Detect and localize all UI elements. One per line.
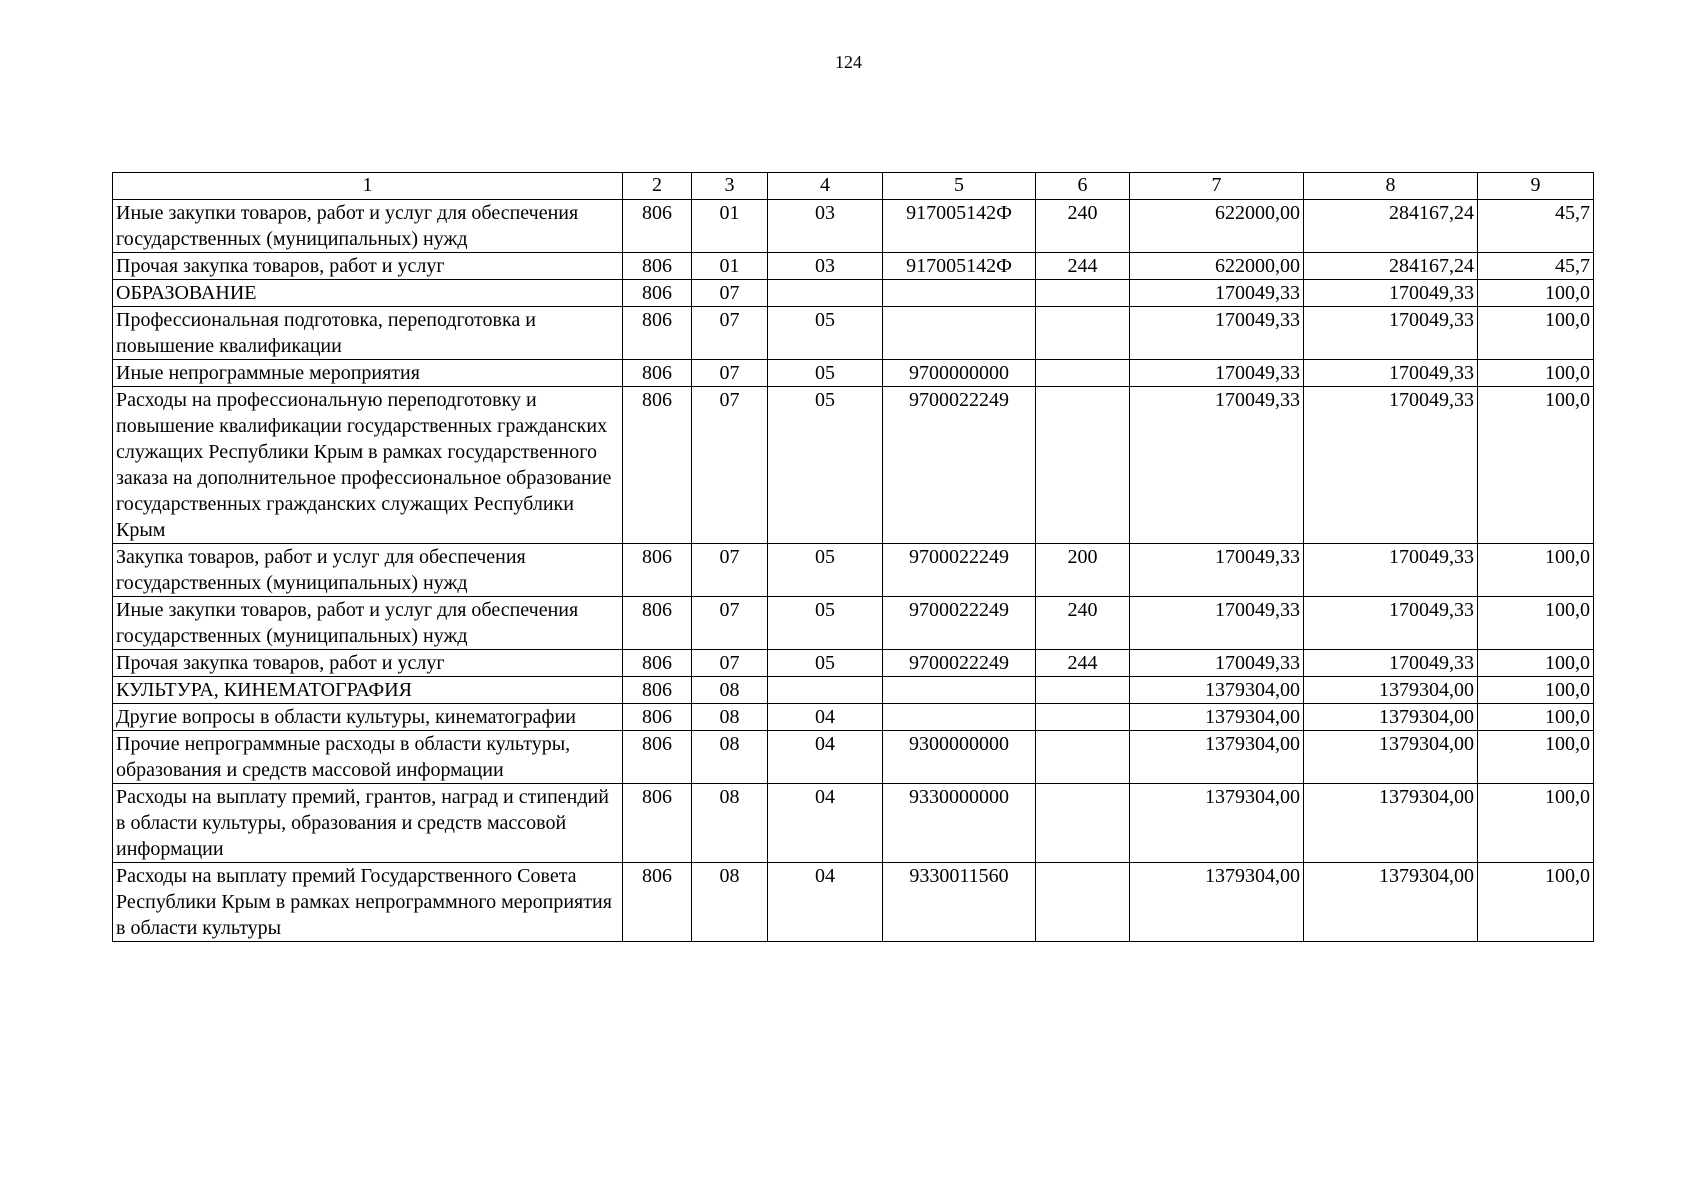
subsection-code-cell: 03	[768, 253, 883, 280]
target-article-cell	[883, 280, 1036, 307]
expense-type-cell	[1036, 784, 1130, 863]
actual-amount-cell: 1379304,00	[1304, 677, 1478, 704]
row-name-cell: КУЛЬТУРА, КИНЕМАТОГРАФИЯ	[113, 677, 623, 704]
subsection-code-cell: 05	[768, 650, 883, 677]
section-code-cell: 08	[692, 704, 768, 731]
subsection-code-cell: 05	[768, 544, 883, 597]
expense-type-cell: 200	[1036, 544, 1130, 597]
execution-percent-cell: 100,0	[1478, 544, 1594, 597]
execution-percent-cell: 100,0	[1478, 704, 1594, 731]
actual-amount-cell: 1379304,00	[1304, 863, 1478, 942]
section-code-cell: 07	[692, 597, 768, 650]
chapter-code-cell: 806	[623, 280, 692, 307]
actual-amount-cell: 170049,33	[1304, 360, 1478, 387]
row-name-cell: Иные непрограммные мероприятия	[113, 360, 623, 387]
budget-table	[112, 172, 1594, 942]
planned-amount-cell: 1379304,00	[1130, 784, 1304, 863]
planned-amount-cell: 170049,33	[1130, 597, 1304, 650]
subsection-code-cell: 03	[768, 200, 883, 253]
chapter-code-cell: 806	[623, 704, 692, 731]
subsection-code-cell: 05	[768, 387, 883, 544]
actual-amount-cell: 170049,33	[1304, 544, 1478, 597]
actual-amount-cell: 170049,33	[1304, 307, 1478, 360]
section-code-cell: 08	[692, 731, 768, 784]
row-name-cell: Закупка товаров, работ и услуг для обеспечения государственных (муниципальных) нужд	[113, 544, 623, 597]
section-code-cell: 07	[692, 387, 768, 544]
table-row	[113, 200, 1594, 253]
chapter-code-cell: 806	[623, 863, 692, 942]
chapter-code-cell: 806	[623, 677, 692, 704]
expense-type-cell: 240	[1036, 200, 1130, 253]
row-name-cell: Расходы на выплату премий, грантов, наград и стипендий в области культуры, образования и средств массовой информации	[113, 784, 623, 863]
subsection-code-cell: 04	[768, 863, 883, 942]
expense-type-cell	[1036, 863, 1130, 942]
target-article-cell: 9700000000	[883, 360, 1036, 387]
actual-amount-cell: 1379304,00	[1304, 731, 1478, 784]
execution-percent-cell: 45,7	[1478, 253, 1594, 280]
expense-type-cell	[1036, 677, 1130, 704]
subsection-code-cell: 04	[768, 704, 883, 731]
planned-amount-cell: 1379304,00	[1130, 731, 1304, 784]
section-code-cell: 07	[692, 307, 768, 360]
execution-percent-cell: 100,0	[1478, 784, 1594, 863]
table-body	[113, 200, 1594, 942]
subsection-code-cell: 05	[768, 360, 883, 387]
table-row	[113, 650, 1594, 677]
expense-type-cell	[1036, 731, 1130, 784]
section-code-cell: 08	[692, 863, 768, 942]
execution-percent-cell: 100,0	[1478, 360, 1594, 387]
header-cell: 8	[1304, 173, 1478, 200]
target-article-cell: 9700022249	[883, 597, 1036, 650]
section-code-cell: 07	[692, 544, 768, 597]
subsection-code-cell	[768, 280, 883, 307]
planned-amount-cell: 1379304,00	[1130, 677, 1304, 704]
row-name-cell: Прочая закупка товаров, работ и услуг	[113, 253, 623, 280]
section-code-cell: 07	[692, 360, 768, 387]
table-row	[113, 360, 1594, 387]
target-article-cell	[883, 704, 1036, 731]
row-name-cell: Расходы на профессиональную переподготовку и повышение квалификации государственных гражданских служащих Республики Крым в рамках государственного заказа на дополнительное профессиональное образование государственных гражданских служащих Республики Крым	[113, 387, 623, 544]
chapter-code-cell: 806	[623, 307, 692, 360]
planned-amount-cell: 622000,00	[1130, 200, 1304, 253]
expense-type-cell: 244	[1036, 650, 1130, 677]
target-article-cell: 9330011560	[883, 863, 1036, 942]
row-name-cell: Профессиональная подготовка, переподготовка и повышение квалификации	[113, 307, 623, 360]
table-row	[113, 731, 1594, 784]
planned-amount-cell: 170049,33	[1130, 307, 1304, 360]
execution-percent-cell: 100,0	[1478, 677, 1594, 704]
actual-amount-cell: 284167,24	[1304, 200, 1478, 253]
header-cell: 5	[883, 173, 1036, 200]
header-cell: 3	[692, 173, 768, 200]
section-code-cell: 01	[692, 200, 768, 253]
execution-percent-cell: 100,0	[1478, 650, 1594, 677]
row-name-cell: Другие вопросы в области культуры, кинематографии	[113, 704, 623, 731]
target-article-cell: 9300000000	[883, 731, 1036, 784]
section-code-cell: 08	[692, 784, 768, 863]
section-code-cell: 07	[692, 650, 768, 677]
expense-type-cell	[1036, 280, 1130, 307]
row-name-cell: Иные закупки товаров, работ и услуг для обеспечения государственных (муниципальных) нужд	[113, 597, 623, 650]
target-article-cell	[883, 677, 1036, 704]
chapter-code-cell: 806	[623, 200, 692, 253]
chapter-code-cell: 806	[623, 253, 692, 280]
row-name-cell: Прочая закупка товаров, работ и услуг	[113, 650, 623, 677]
chapter-code-cell: 806	[623, 650, 692, 677]
chapter-code-cell: 806	[623, 784, 692, 863]
execution-percent-cell: 100,0	[1478, 387, 1594, 544]
execution-percent-cell: 100,0	[1478, 307, 1594, 360]
planned-amount-cell: 170049,33	[1130, 360, 1304, 387]
execution-percent-cell: 100,0	[1478, 597, 1594, 650]
expense-type-cell: 244	[1036, 253, 1130, 280]
header-row	[113, 173, 1594, 200]
page-number: 124	[835, 52, 862, 72]
header-cell: 1	[113, 173, 623, 200]
header-cell: 6	[1036, 173, 1130, 200]
target-article-cell: 9700022249	[883, 650, 1036, 677]
expense-type-cell: 240	[1036, 597, 1130, 650]
chapter-code-cell: 806	[623, 731, 692, 784]
expense-type-cell	[1036, 360, 1130, 387]
section-code-cell: 08	[692, 677, 768, 704]
row-name-cell: ОБРАЗОВАНИЕ	[113, 280, 623, 307]
subsection-code-cell: 04	[768, 784, 883, 863]
row-name-cell: Иные закупки товаров, работ и услуг для обеспечения государственных (муниципальных) нужд	[113, 200, 623, 253]
planned-amount-cell: 170049,33	[1130, 280, 1304, 307]
execution-percent-cell: 45,7	[1478, 200, 1594, 253]
table-row	[113, 863, 1594, 942]
planned-amount-cell: 170049,33	[1130, 544, 1304, 597]
execution-percent-cell: 100,0	[1478, 863, 1594, 942]
table-row	[113, 597, 1594, 650]
target-article-cell: 9330000000	[883, 784, 1036, 863]
table-row	[113, 253, 1594, 280]
table-row	[113, 544, 1594, 597]
section-code-cell: 07	[692, 280, 768, 307]
actual-amount-cell: 170049,33	[1304, 387, 1478, 544]
target-article-cell	[883, 307, 1036, 360]
actual-amount-cell: 170049,33	[1304, 597, 1478, 650]
planned-amount-cell: 1379304,00	[1130, 863, 1304, 942]
planned-amount-cell: 170049,33	[1130, 650, 1304, 677]
header-cell: 7	[1130, 173, 1304, 200]
planned-amount-cell: 1379304,00	[1130, 704, 1304, 731]
actual-amount-cell: 284167,24	[1304, 253, 1478, 280]
table-row	[113, 307, 1594, 360]
target-article-cell: 917005142Ф	[883, 200, 1036, 253]
row-name-cell: Прочие непрограммные расходы в области культуры, образования и средств массовой информации	[113, 731, 623, 784]
table-row	[113, 280, 1594, 307]
row-name-cell: Расходы на выплату премий Государственного Совета Республики Крым в рамках непрограммного мероприятия в области культуры	[113, 863, 623, 942]
actual-amount-cell: 170049,33	[1304, 280, 1478, 307]
table-row	[113, 784, 1594, 863]
target-article-cell: 9700022249	[883, 387, 1036, 544]
execution-percent-cell: 100,0	[1478, 731, 1594, 784]
actual-amount-cell: 1379304,00	[1304, 704, 1478, 731]
expense-type-cell	[1036, 704, 1130, 731]
chapter-code-cell: 806	[623, 387, 692, 544]
header-cell: 4	[768, 173, 883, 200]
expense-type-cell	[1036, 307, 1130, 360]
header-cell: 9	[1478, 173, 1594, 200]
section-code-cell: 01	[692, 253, 768, 280]
planned-amount-cell: 622000,00	[1130, 253, 1304, 280]
table-row	[113, 677, 1594, 704]
target-article-cell: 9700022249	[883, 544, 1036, 597]
target-article-cell: 917005142Ф	[883, 253, 1036, 280]
chapter-code-cell: 806	[623, 544, 692, 597]
table-row	[113, 704, 1594, 731]
table-row	[113, 387, 1594, 544]
subsection-code-cell: 05	[768, 597, 883, 650]
execution-percent-cell: 100,0	[1478, 280, 1594, 307]
subsection-code-cell	[768, 677, 883, 704]
chapter-code-cell: 806	[623, 597, 692, 650]
header-cell: 2	[623, 173, 692, 200]
subsection-code-cell: 05	[768, 307, 883, 360]
chapter-code-cell: 806	[623, 360, 692, 387]
subsection-code-cell: 04	[768, 731, 883, 784]
actual-amount-cell: 1379304,00	[1304, 784, 1478, 863]
planned-amount-cell: 170049,33	[1130, 387, 1304, 544]
expense-type-cell	[1036, 387, 1130, 544]
actual-amount-cell: 170049,33	[1304, 650, 1478, 677]
